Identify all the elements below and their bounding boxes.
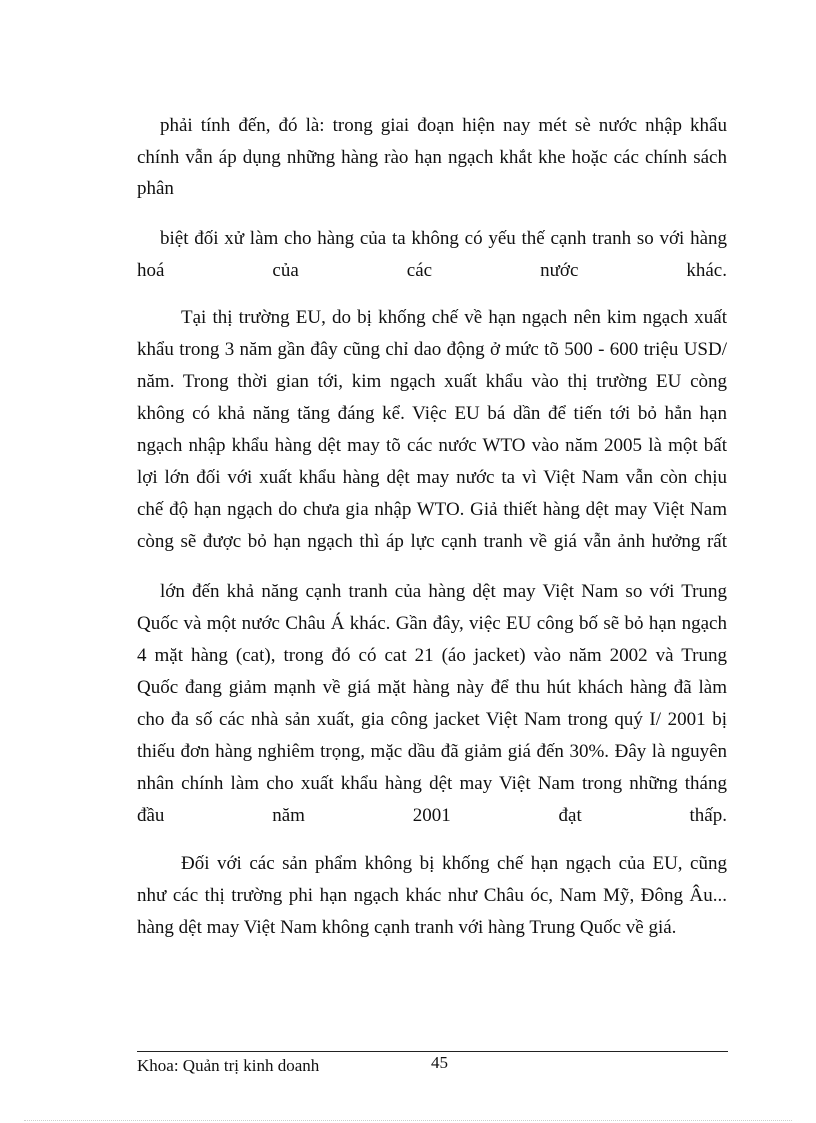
text-line: thiếu đơn hàng nghiêm trọng, mặc dầu đã giảm giá đến 30%. Đây là nguyên	[137, 741, 727, 762]
page-bottom-border	[24, 1120, 792, 1121]
text-line: như các thị trường phi hạn ngạch khác như Châu óc, Nam Mỹ, Đông Âu...	[137, 885, 727, 906]
text-line: không có khả năng tăng đáng kể. Việc EU bá dần để tiến tới bỏ hẳn hạn	[137, 403, 727, 424]
text-line: phải tính đến, đó là: trong giai đoạn hiện nay mét sè nước nhập khẩu	[160, 115, 727, 136]
text-line: biệt đối xử làm cho hàng của ta không có yếu thế cạnh tranh so với hàng	[160, 228, 727, 249]
text-line: năm. Trong thời gian tới, kim ngạch xuất khẩu vào thị trường EU còng	[137, 371, 727, 392]
text-line: còng sẽ được bỏ hạn ngạch thì áp lực cạnh tranh về giá vẫn ảnh hưởng rất	[137, 531, 727, 552]
text-line: Tại thị trường EU, do bị khống chế về hạn ngạch nên kim ngạch xuất	[181, 307, 727, 328]
text-line: chính vẫn áp dụng những hàng rào hạn ngạch khắt khe hoặc các chính sách	[137, 147, 727, 168]
text-line: 4 mặt hàng (cat), trong đó có cat 21 (áo jacket) vào năm 2002 và Trung	[137, 645, 727, 666]
text-line: hoá của các nước khác.	[137, 260, 727, 281]
text-line: chế độ hạn ngạch do chưa gia nhập WTO. Giả thiết hàng dệt may Việt Nam	[137, 499, 727, 520]
text-line: đầu năm 2001 đạt thấp.	[137, 805, 727, 826]
text-line: Quốc và một nước Châu Á khác. Gần đây, việc EU công bố sẽ bỏ hạn ngạch	[137, 613, 727, 634]
text-line: nhân chính làm cho xuất khẩu hàng dệt may Việt Nam trong những tháng	[137, 773, 727, 794]
text-line: Đối với các sản phẩm không bị khống chế hạn ngạch của EU, cũng	[181, 853, 727, 874]
text-line: lợi lớn đối với xuất khẩu hàng dệt may nước ta vì Việt Nam vẫn còn chịu	[137, 467, 727, 488]
text-line: hàng dệt may Việt Nam không cạnh tranh với hàng Trung Quốc về giá.	[137, 917, 677, 938]
text-line: phân	[137, 178, 174, 199]
footer-faculty: Khoa: Quản trị kinh doanh	[137, 1056, 320, 1075]
text-line: ngạch nhập khẩu hàng dệt may tõ các nước WTO vào năm 2005 là một bất	[137, 435, 727, 456]
page-number: 45	[431, 1053, 448, 1072]
text-line: Quốc đang giảm mạnh về giá mặt hàng này để thu hút khách hàng đã làm	[137, 677, 727, 698]
text-line: lớn đến khả năng cạnh tranh của hàng dệt may Việt Nam so với Trung	[160, 581, 727, 602]
text-line: cho đa số các nhà sản xuất, gia công jacket Việt Nam trong quý I/ 2001 bị	[137, 709, 727, 730]
text-line: khẩu trong 3 năm gần đây cũng chỉ dao động ở mức tõ 500 - 600 triệu USD/	[137, 339, 727, 360]
